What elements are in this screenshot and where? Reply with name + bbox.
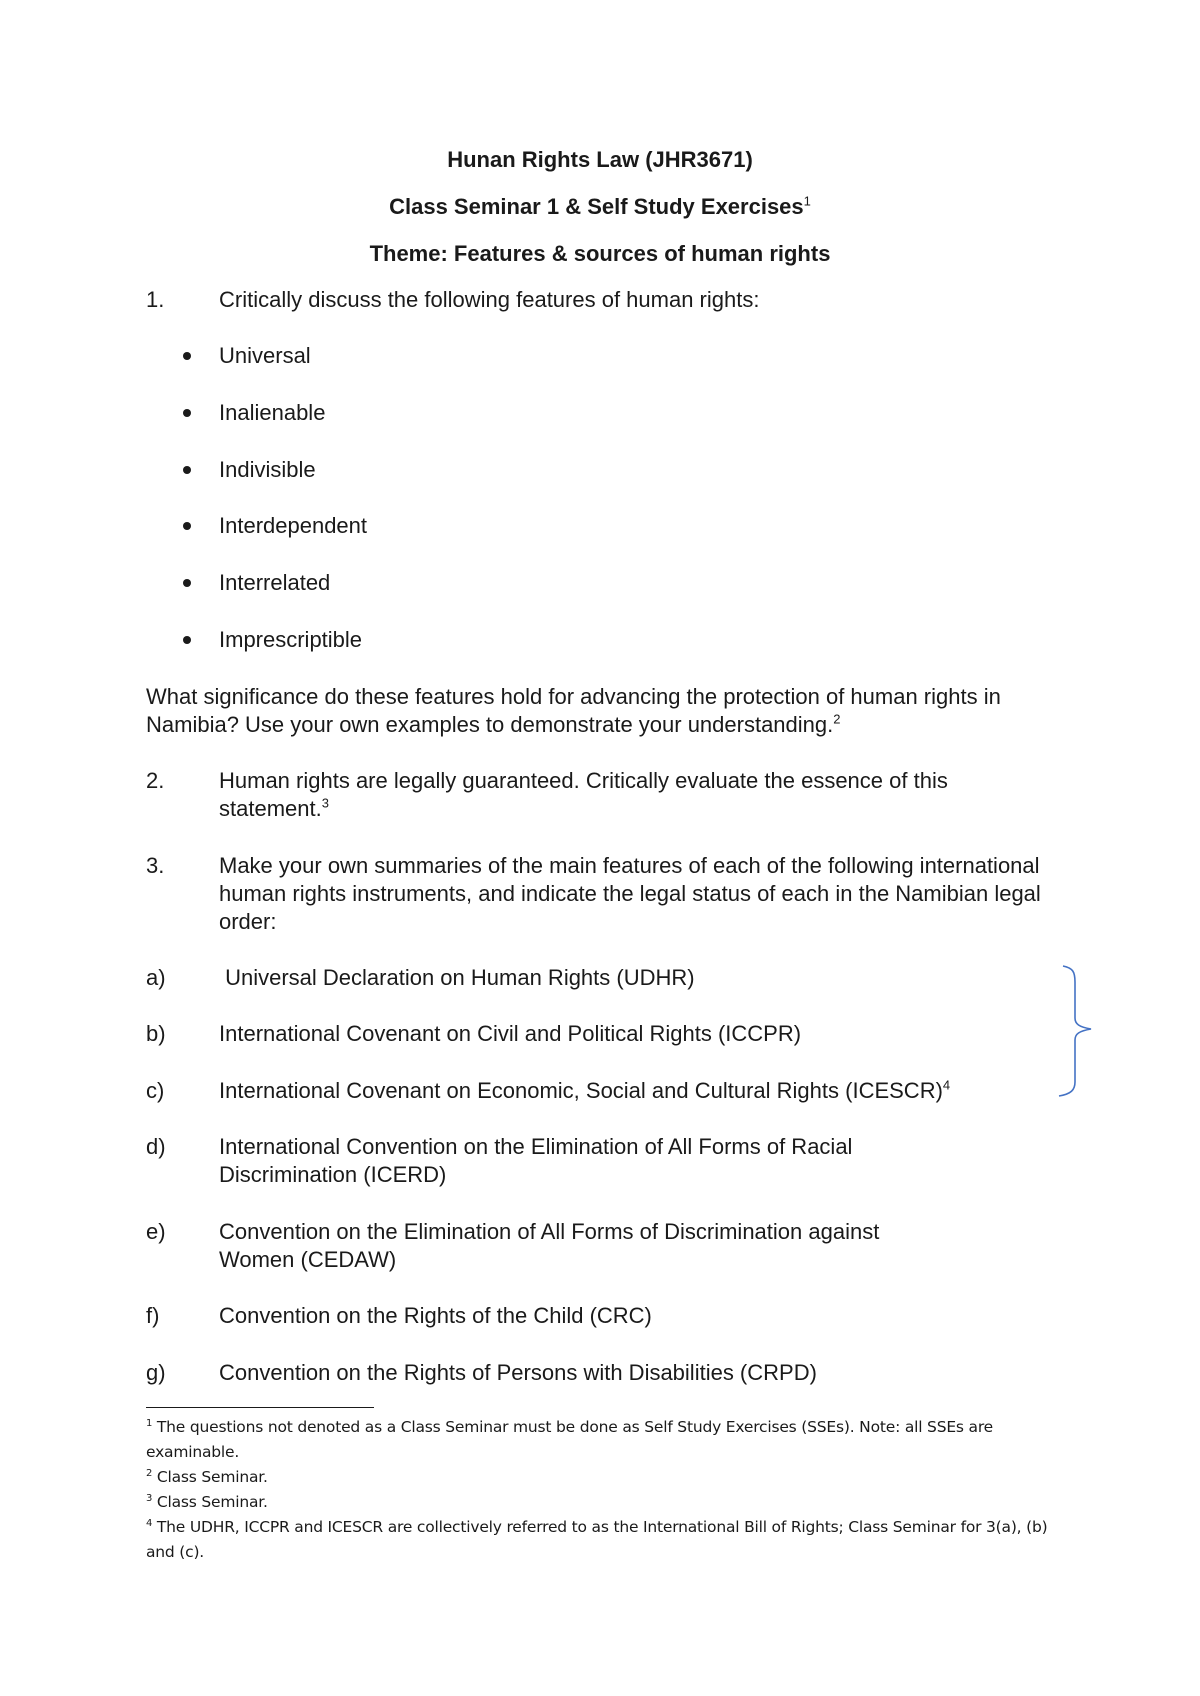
- instrument-text: International Covenant on Economic, Social and Cultural Rights (ICESCR): [219, 1078, 943, 1103]
- question-text: Critically discuss the following features of human rights:: [219, 287, 760, 312]
- question-text: [219, 767, 1049, 823]
- bullet-dot: [183, 636, 191, 644]
- feature-item: Indivisible: [219, 457, 316, 482]
- footnote-ref: 1: [803, 193, 811, 209]
- question-number: 2.: [146, 768, 165, 793]
- item-letter: e): [146, 1219, 166, 1244]
- feature-item: Imprescriptible: [219, 627, 363, 652]
- instrument-item: [219, 1077, 1099, 1105]
- feature-item: Universal: [219, 343, 311, 368]
- item-letter: a): [146, 965, 166, 990]
- footnote-text: Class Seminar.: [152, 1493, 268, 1511]
- bracket-annotation: [1055, 964, 1095, 1099]
- bullet-dot: [183, 466, 191, 474]
- document-title: Hunan Rights Law (JHR3671): [447, 147, 753, 172]
- footnote-mark: 3: [146, 1492, 153, 1504]
- feature-item: Interrelated: [219, 570, 331, 595]
- instrument-item: International Convention on the Elimination of All Forms of Racial Discrimination (ICERD): [219, 1134, 853, 1187]
- bullet-dot: [183, 579, 191, 587]
- question-followup: [146, 683, 1026, 739]
- item-letter: g): [146, 1360, 166, 1385]
- question-text: Make your own summaries of the main features of each of the following international human rights instruments, and indicate the legal status of each in the Namibian legal order:: [219, 853, 1041, 934]
- bullet-dot: [183, 409, 191, 417]
- followup-text: What significance do these features hold for advancing the protection of human rights in Namibia? Use your own examples to demonstrate your understanding.: [146, 684, 1001, 737]
- item-letter: b): [146, 1021, 166, 1046]
- footnote-text: The questions not denoted as a Class Seminar must be done as Self Study Exercises (SSEs). Note: all SSEs are examinable.: [146, 1418, 993, 1461]
- footnote-ref: 4: [942, 1077, 951, 1093]
- question-number: 1.: [146, 287, 165, 312]
- brace-path: [1059, 966, 1091, 1096]
- bullet-dot: [183, 522, 191, 530]
- question-body: Human rights are legally guaranteed. Critically evaluate the essence of this statement.: [219, 768, 948, 821]
- footnote-separator: [146, 1407, 374, 1408]
- footnote: [146, 1515, 1066, 1565]
- feature-item: Interdependent: [219, 513, 368, 538]
- footnote-mark: 2: [146, 1467, 153, 1479]
- feature-item: Inalienable: [219, 400, 326, 425]
- subtitle-text: Class Seminar 1 & Self Study Exercises: [389, 194, 804, 219]
- instrument-item: Convention on the Rights of Persons with Disabilities (CRPD): [219, 1360, 817, 1385]
- footnote: [146, 1465, 1066, 1490]
- footnote-mark: 4: [146, 1517, 153, 1529]
- item-letter: c): [146, 1078, 165, 1103]
- instrument-item: Convention on the Elimination of All Forms of Discrimination against Women (CEDAW): [219, 1219, 880, 1272]
- footnote: [146, 1490, 1066, 1515]
- question-number: 3.: [146, 853, 165, 878]
- footnote-text: Class Seminar.: [152, 1468, 268, 1486]
- footnote-mark: 1: [146, 1417, 153, 1429]
- instrument-item: Universal Declaration on Human Rights (UDHR): [219, 965, 695, 990]
- footnote-ref: 2: [833, 711, 841, 727]
- instrument-item: Convention on the Rights of the Child (CRC): [219, 1303, 652, 1328]
- footnote-text: The UDHR, ICCPR and ICESCR are collectively referred to as the International Bill of Rights; Class Seminar for 3(a), (b) and (c).: [146, 1518, 1048, 1561]
- document-subtitle: [0, 194, 1200, 220]
- item-letter: f): [146, 1303, 160, 1328]
- footnote: [146, 1415, 1066, 1465]
- document-theme: Theme: Features & sources of human rights: [369, 241, 831, 266]
- footnote-ref: 3: [321, 795, 329, 811]
- bullet-dot: [183, 352, 191, 360]
- item-letter: d): [146, 1134, 166, 1159]
- instrument-item: International Covenant on Civil and Political Rights (ICCPR): [219, 1021, 802, 1046]
